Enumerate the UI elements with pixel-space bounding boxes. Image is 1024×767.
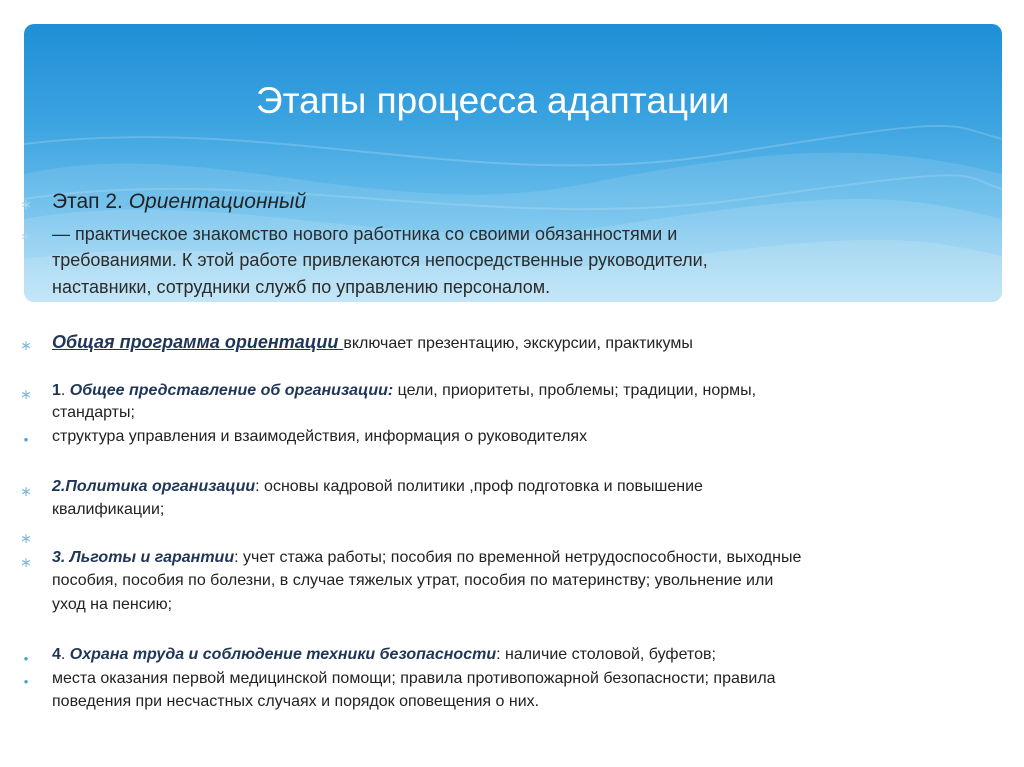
item1-text-line-2: стандарты; [52, 404, 135, 421]
item1-sub-line: структура управления и взаимодействия, информация о руководителях [52, 428, 588, 445]
dot-bullet-icon: • [23, 432, 29, 447]
item1-number: 1 [52, 382, 61, 399]
star-bullet-icon: ∗ [20, 554, 32, 570]
item2-text-line-2: квалификации; [52, 501, 165, 518]
item4-text: : наличие столовой, буфетов; [496, 646, 716, 663]
stage-desc-line-1: — практическое знакомство нового работника со своими обязанностями и [52, 224, 678, 244]
dot-bullet-icon: • [23, 651, 29, 666]
item3-text-line-2: пособия, пособия по болезни, в случае тяжелых утрат, пособия по материнству; увольнение или [52, 572, 774, 589]
item2-line [52, 478, 1002, 496]
item4-dot: . [60, 646, 66, 663]
item4-sub-line-2: поведения при несчастных случаях и порядок оповещения о них. [52, 693, 540, 710]
star-bullet-icon: ∗ [20, 483, 32, 499]
item4-heading: Охрана труда и соблюдение техники безопасности [65, 646, 497, 663]
item3-line [52, 549, 1002, 567]
slide-title: Этапы процесса адаптации [256, 80, 730, 121]
item4-number: 4 [52, 646, 61, 663]
item1-line [52, 382, 1002, 400]
item2-heading: 2.Политика организации [52, 478, 256, 495]
dot-bullet-icon: • [23, 674, 29, 689]
item3-text-line-3: уход на пенсию; [52, 596, 173, 613]
star-bullet-icon: ∗ [20, 196, 32, 212]
program-heading: Общая программа ориентации [52, 332, 344, 352]
item2-text: : основы кадровой политики ,проф подготовка и повышение [255, 478, 703, 495]
item4-sub-line: места оказания первой медицинской помощи; правила противопожарной безопасности; правила [52, 670, 776, 687]
program-line [52, 332, 1002, 353]
item4-line [52, 646, 1002, 664]
stage-heading [52, 190, 1002, 214]
item1-heading: Общее представление об организации: [65, 382, 394, 399]
stage-label: Этап 2. [52, 190, 129, 213]
star-bullet-icon: ∗ [20, 386, 32, 402]
stage-name: Ориентационный [128, 190, 307, 213]
item3-heading: 3. Льготы и гарантии [52, 549, 235, 566]
star-bullet-icon: ∗ [20, 228, 32, 244]
star-bullet-icon: ∗ [20, 337, 32, 353]
program-text: включает презентацию, экскурсии, практикумы [343, 335, 693, 352]
item1-text: цели, приоритеты, проблемы; традиции, нормы, [393, 382, 757, 399]
star-bullet-icon: ∗ [20, 530, 32, 546]
stage-desc-line-2: требованиями. К этой работе привлекаются непосредственные руководители, [52, 250, 708, 270]
item1-dot: . [60, 382, 66, 399]
stage-desc-line-3: наставники, сотрудники служб по управлению персоналом. [52, 277, 551, 297]
item3-text: : учет стажа работы; пособия по временной нетрудоспособности, выходные [234, 549, 802, 566]
